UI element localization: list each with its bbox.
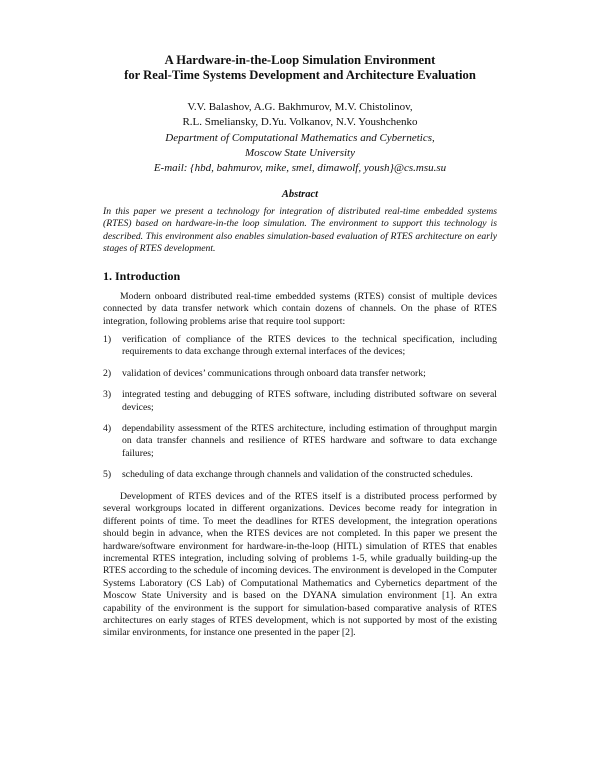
abstract-heading: Abstract bbox=[281, 189, 319, 200]
list-item-text: dependability assessment of the RTES architecture, including estimation of throughput margin on data transfer channels and resilience of RTES hardware and software to data exchange failures; bbox=[122, 423, 497, 459]
list-item bbox=[103, 368, 497, 380]
affiliation-line-2: Moscow State University bbox=[245, 146, 355, 159]
authors-line-2: R.L. Smeliansky, D.Yu. Volkanov, N.V. Youshchenko bbox=[182, 116, 418, 129]
list-item-number: 1) bbox=[103, 334, 112, 345]
title-line-2: for Real-Time Systems Development and Architecture Evaluation bbox=[124, 68, 476, 82]
author-block bbox=[60, 100, 540, 176]
list-item bbox=[103, 334, 497, 359]
list-item-text: verification of compliance of the RTES devices to the technical specification, including requirements to data exchange through external interfaces of the devices; bbox=[122, 334, 497, 358]
list-item-text: integrated testing and debugging of RTES software, including distributed software on several devices; bbox=[122, 389, 497, 413]
section-heading-introduction: 1. Introduction bbox=[103, 269, 181, 283]
list-item bbox=[103, 423, 497, 460]
authors-line-1: V.V. Balashov, A.G. Bakhmurov, M.V. Chistolinov, bbox=[187, 101, 413, 113]
author-email: E-mail: {hbd, bahmurov, mike, smel, dimawolf, yoush}@cs.msu.su bbox=[153, 162, 447, 175]
list-item-text: scheduling of data exchange through channels and validation of the constructed schedules. bbox=[122, 469, 473, 481]
list-item-number: 4) bbox=[103, 423, 112, 435]
affiliation-line-1: Department of Computational Mathematics and Cybernetics, bbox=[165, 131, 435, 144]
intro-paragraph-2: Development of RTES devices and of the RTES itself is a distributed process performed by several workgroups located in different organizations. Devices become ready for integration in different points of time. To meet the deadlines for RTES development, the integration operations should begin in advance, when the RTES devices are not completed. In this paper we present the hardware/software environment for hardware-in-the-loop (HITL) simulation of RTES that enables incremental RTES integration, including solving of problems 1-5, while gradually building-up the RTES according to the schedule of incoming devices. The environment is developed in the Computer Systems Laboratory (CS Lab) of Computational Mathematics and Cybernetics department of the Moscow State University and is based on the DYANA simulation environment [1]. An extra capability of the environment is the support for simulation-based comparative analysis of RTES architectures on early stages of RTES development, which is not supported by most of the existing similar environments, for instance one presented in the paper [2]. bbox=[103, 491, 497, 639]
title-line-1: A Hardware-in-the-Loop Simulation Environment bbox=[164, 53, 436, 67]
list-item-number: 5) bbox=[103, 469, 112, 481]
list-item-text: validation of devices’ communications through onboard data transfer network; bbox=[122, 367, 426, 379]
list-item-number: 3) bbox=[103, 389, 112, 401]
problem-list bbox=[103, 334, 497, 491]
abstract-text: In this paper we present a technology for integration of distributed real-time embedded systems (RTES) based on hardware-in-the loop simulation. The environment to support this technology is described. This environment also enables simulation-based evaluation of RTES architecture on early stages of RTES development. bbox=[103, 206, 497, 254]
paper-title bbox=[60, 53, 540, 83]
list-item-number: 2) bbox=[103, 367, 112, 379]
list-item bbox=[103, 389, 497, 414]
intro-paragraph-1: Modern onboard distributed real-time embedded systems (RTES) consist of multiple devices connected by data transfer network which contain dozens of channels. On the phase of RTES integration, following problems arise that require tool support: bbox=[103, 291, 497, 327]
list-item bbox=[103, 469, 497, 481]
